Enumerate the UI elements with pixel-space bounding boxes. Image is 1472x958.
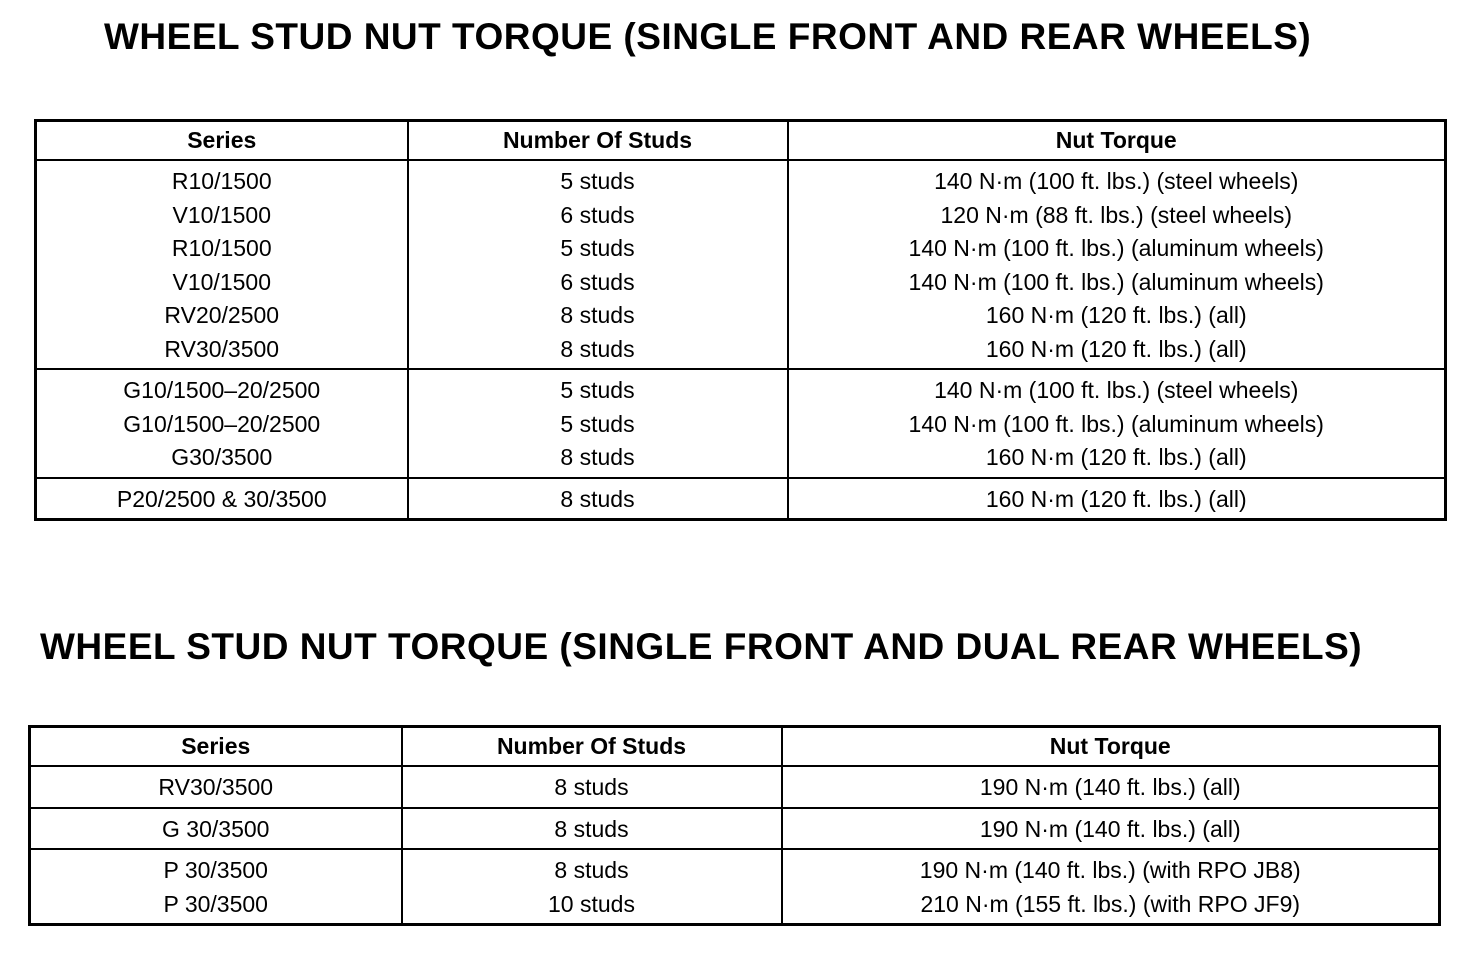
- studs-value: 6 studs: [560, 268, 635, 295]
- column-header-number-of-studs: Number Of Studs: [408, 121, 788, 161]
- series-value: G 30/3500: [162, 815, 270, 842]
- torque-cell: [788, 478, 1446, 520]
- studs-value: 5 studs: [560, 410, 635, 437]
- torque-value: 140 N·m (100 ft. lbs.) (aluminum wheels): [908, 410, 1324, 437]
- series-value: G30/3500: [171, 444, 273, 470]
- table-row: [30, 766, 1440, 808]
- studs-value: 10 studs: [548, 890, 635, 917]
- table-row: [30, 849, 1440, 925]
- torque-table-single-rear: [34, 119, 1447, 521]
- torque-cell: [782, 808, 1440, 850]
- torque-cell: [782, 849, 1440, 925]
- torque-cell: [788, 160, 1446, 369]
- studs-value: 8 studs: [560, 485, 635, 512]
- column-header-nut-torque: Nut Torque: [788, 121, 1446, 161]
- column-header-nut-torque: Nut Torque: [782, 727, 1440, 767]
- studs-cell: [408, 478, 788, 520]
- series-value: RV30/3500: [164, 335, 280, 362]
- torque-value: 190 N·m (140 ft. lbs.) (with RPO JB8): [919, 857, 1301, 883]
- torque-value: 140 N·m (100 ft. lbs.) (aluminum wheels): [908, 268, 1324, 295]
- section-title-dual-rear: WHEEL STUD NUT TORQUE (SINGLE FRONT AND DUAL REAR WHEELS): [40, 626, 1363, 667]
- studs-value: 8 studs: [554, 815, 629, 842]
- torque-value: 140 N·m (100 ft. lbs.) (steel wheels): [934, 168, 1299, 194]
- studs-value: 8 studs: [554, 857, 629, 883]
- torque-value: 210 N·m (155 ft. lbs.) (with RPO JF9): [920, 890, 1301, 917]
- series-cell: [36, 369, 408, 478]
- torque-value: 160 N·m (120 ft. lbs.) (all): [985, 444, 1247, 470]
- series-value: G10/1500–20/2500: [123, 377, 321, 403]
- table-header-row: [30, 727, 1440, 767]
- studs-cell: [402, 849, 782, 925]
- studs-value: 5 studs: [560, 235, 635, 261]
- series-cell: [30, 849, 402, 925]
- series-value: R10/1500: [171, 235, 272, 261]
- series-value: G10/1500–20/2500: [123, 410, 321, 437]
- torque-value: 160 N·m (120 ft. lbs.) (all): [985, 302, 1247, 328]
- series-value: P 30/3500: [163, 857, 268, 883]
- column-header-series: Series: [36, 121, 408, 161]
- torque-cell: [788, 369, 1446, 478]
- studs-value: 5 studs: [560, 168, 635, 194]
- studs-value: 5 studs: [560, 377, 635, 403]
- studs-value: 6 studs: [560, 201, 635, 228]
- torque-value: 190 N·m (140 ft. lbs.) (all): [979, 815, 1241, 842]
- series-value: P 30/3500: [163, 890, 268, 917]
- column-header-number-of-studs: Number Of Studs: [402, 727, 782, 767]
- torque-value: 160 N·m (120 ft. lbs.) (all): [985, 335, 1247, 362]
- table-row: [30, 808, 1440, 850]
- series-cell: [30, 808, 402, 850]
- table-row: [36, 478, 1446, 520]
- table-row: [36, 369, 1446, 478]
- torque-value: 140 N·m (100 ft. lbs.) (aluminum wheels): [908, 235, 1324, 261]
- studs-value: 8 studs: [560, 302, 635, 328]
- series-value: P20/2500 & 30/3500: [116, 485, 327, 512]
- torque-value: 140 N·m (100 ft. lbs.) (steel wheels): [934, 377, 1299, 403]
- series-value: RV30/3500: [158, 774, 274, 800]
- studs-cell: [408, 369, 788, 478]
- studs-value: 8 studs: [560, 335, 635, 362]
- section-title-single-rear: WHEEL STUD NUT TORQUE (SINGLE FRONT AND REAR WHEELS): [104, 16, 1312, 57]
- torque-value: 120 N·m (88 ft. lbs.) (steel wheels): [940, 201, 1292, 228]
- series-value: R10/1500: [171, 168, 272, 194]
- studs-cell: [402, 808, 782, 850]
- torque-table-dual-rear: [28, 725, 1441, 926]
- series-cell: [36, 160, 408, 369]
- torque-value: 190 N·m (140 ft. lbs.) (all): [979, 774, 1241, 800]
- series-value: RV20/2500: [164, 302, 280, 328]
- torque-value: 160 N·m (120 ft. lbs.) (all): [985, 485, 1247, 512]
- studs-value: 8 studs: [554, 774, 629, 800]
- studs-cell: [402, 766, 782, 808]
- table-row: [36, 160, 1446, 369]
- series-cell: [30, 766, 402, 808]
- studs-cell: [408, 160, 788, 369]
- series-value: V10/1500: [172, 201, 271, 228]
- torque-cell: [782, 766, 1440, 808]
- series-cell: [36, 478, 408, 520]
- table-header-row: [36, 121, 1446, 161]
- series-value: V10/1500: [172, 268, 271, 295]
- column-header-series: Series: [30, 727, 402, 767]
- studs-value: 8 studs: [560, 444, 635, 470]
